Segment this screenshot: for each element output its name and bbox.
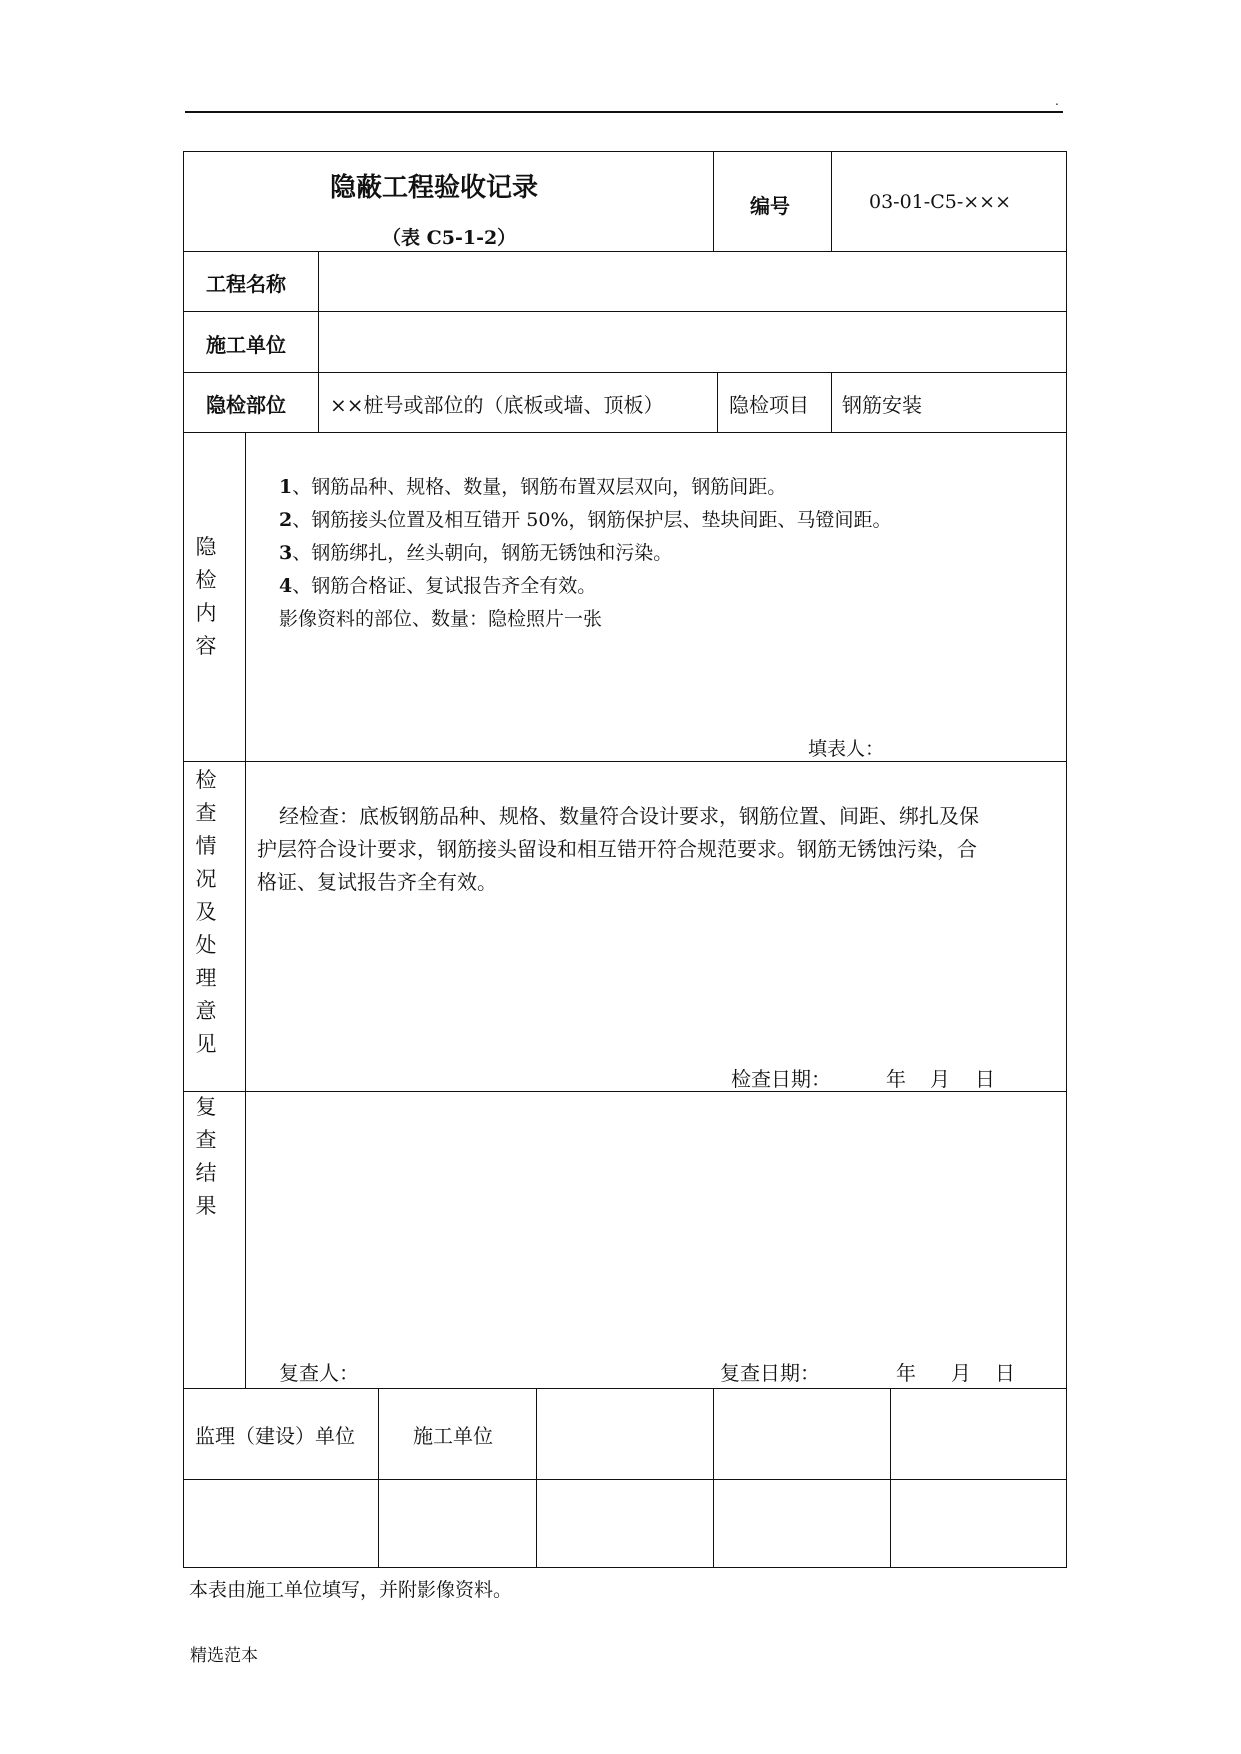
- item-label: 隐检项目: [729, 393, 809, 417]
- number-value: 03-01-C5-×××: [869, 191, 1011, 213]
- supervisor-unit-label: 监理（建设）单位: [195, 1424, 355, 1448]
- inspection-text-line-3: 格证、复试报告齐全有效。: [257, 870, 497, 894]
- sig-divider-1: [378, 1388, 379, 1567]
- recheck-date-month: 月: [951, 1361, 971, 1385]
- content-line-2: [279, 505, 892, 532]
- table-line-7: [183, 1388, 1067, 1389]
- rechecker-label: 复查人：: [279, 1361, 359, 1385]
- signature-contractor-label: 施工单位: [413, 1424, 493, 1448]
- table-line-top: [183, 151, 1067, 152]
- content-line-text: 、钢筋绑扎，丝头朝向，钢筋无锈蚀和污染。: [292, 542, 673, 564]
- content-line-1: [279, 472, 786, 499]
- corner-mark: .: [1055, 94, 1059, 108]
- section-label-divider: [245, 432, 246, 1388]
- content-line-number: 2: [279, 509, 293, 531]
- inspection-date-year: 年: [886, 1067, 906, 1091]
- image-record-line: 影像资料的部位、数量：隐检照片一张: [279, 608, 603, 630]
- inspection-section-label: 检查情况及处理意见: [195, 768, 217, 1056]
- form-subtitle: （表 C5-1-2）: [382, 227, 517, 249]
- recheck-date-label: 复查日期：: [720, 1361, 820, 1385]
- content-line-number: 3: [279, 542, 293, 564]
- table-line-4: [183, 432, 1067, 433]
- table-line-5: [183, 761, 1067, 762]
- recheck-date-year: 年: [896, 1361, 916, 1385]
- table-line-3: [183, 372, 1067, 373]
- content-line-number: 4: [279, 575, 293, 597]
- project-name-label: 工程名称: [206, 272, 286, 296]
- label-col-divider: [318, 251, 319, 432]
- header-divider-1: [713, 151, 714, 251]
- table-line-2: [183, 311, 1067, 312]
- location-divider-1: [717, 372, 718, 432]
- footer-note: 本表由施工单位填写，并附影像资料。: [189, 1579, 513, 1601]
- content-line-4: [279, 571, 596, 598]
- table-line-bottom: [183, 1567, 1067, 1568]
- content-line-number: 1: [279, 476, 293, 498]
- inspection-date-label: 检查日期：: [731, 1067, 831, 1091]
- content-line-3: [279, 538, 672, 565]
- header-divider-2: [831, 151, 832, 251]
- table-border-left: [183, 151, 184, 1567]
- header-rule: [185, 111, 1063, 113]
- inspection-date-day: 日: [975, 1067, 995, 1091]
- filler-label: 填表人：: [808, 738, 885, 760]
- content-section-label: 隐检内容: [195, 535, 217, 658]
- inspection-date-month: 月: [930, 1067, 950, 1091]
- inspection-text-line-1: 经检查：底板钢筋品种、规格、数量符合设计要求，钢筋位置、间距、绑扎及保: [279, 804, 979, 828]
- location-label: 隐检部位: [206, 393, 286, 417]
- item-value: 钢筋安装: [842, 393, 922, 417]
- contractor-label: 施工单位: [206, 333, 286, 357]
- sig-divider-3: [713, 1388, 714, 1567]
- content-line-text: 、钢筋接头位置及相互错开 50%，钢筋保护层、垫块间距、马镫间距。: [292, 509, 892, 531]
- sig-divider-4: [890, 1388, 891, 1567]
- sig-divider-2: [536, 1388, 537, 1567]
- location-value: ××桩号或部位的（底板或墙、顶板）: [330, 393, 664, 417]
- number-label: 编号: [750, 194, 790, 218]
- table-border-right: [1066, 151, 1067, 1567]
- content-line-text: 、钢筋品种、规格、数量，钢筋布置双层双向，钢筋间距。: [292, 476, 787, 498]
- recheck-section-label: 复查结果: [195, 1095, 217, 1218]
- recheck-date-day: 日: [995, 1361, 1015, 1385]
- location-divider-2: [831, 372, 832, 432]
- form-title: 隐蔽工程验收记录: [330, 173, 539, 203]
- footer-tag: 精选范本: [190, 1646, 258, 1666]
- content-line-text: 、钢筋合格证、复试报告齐全有效。: [292, 575, 597, 597]
- inspection-text-line-2: 护层符合设计要求，钢筋接头留设和相互错开符合规范要求。钢筋无锈蚀污染，合: [257, 837, 977, 861]
- table-line-1: [183, 251, 1067, 252]
- table-line-8: [183, 1479, 1067, 1480]
